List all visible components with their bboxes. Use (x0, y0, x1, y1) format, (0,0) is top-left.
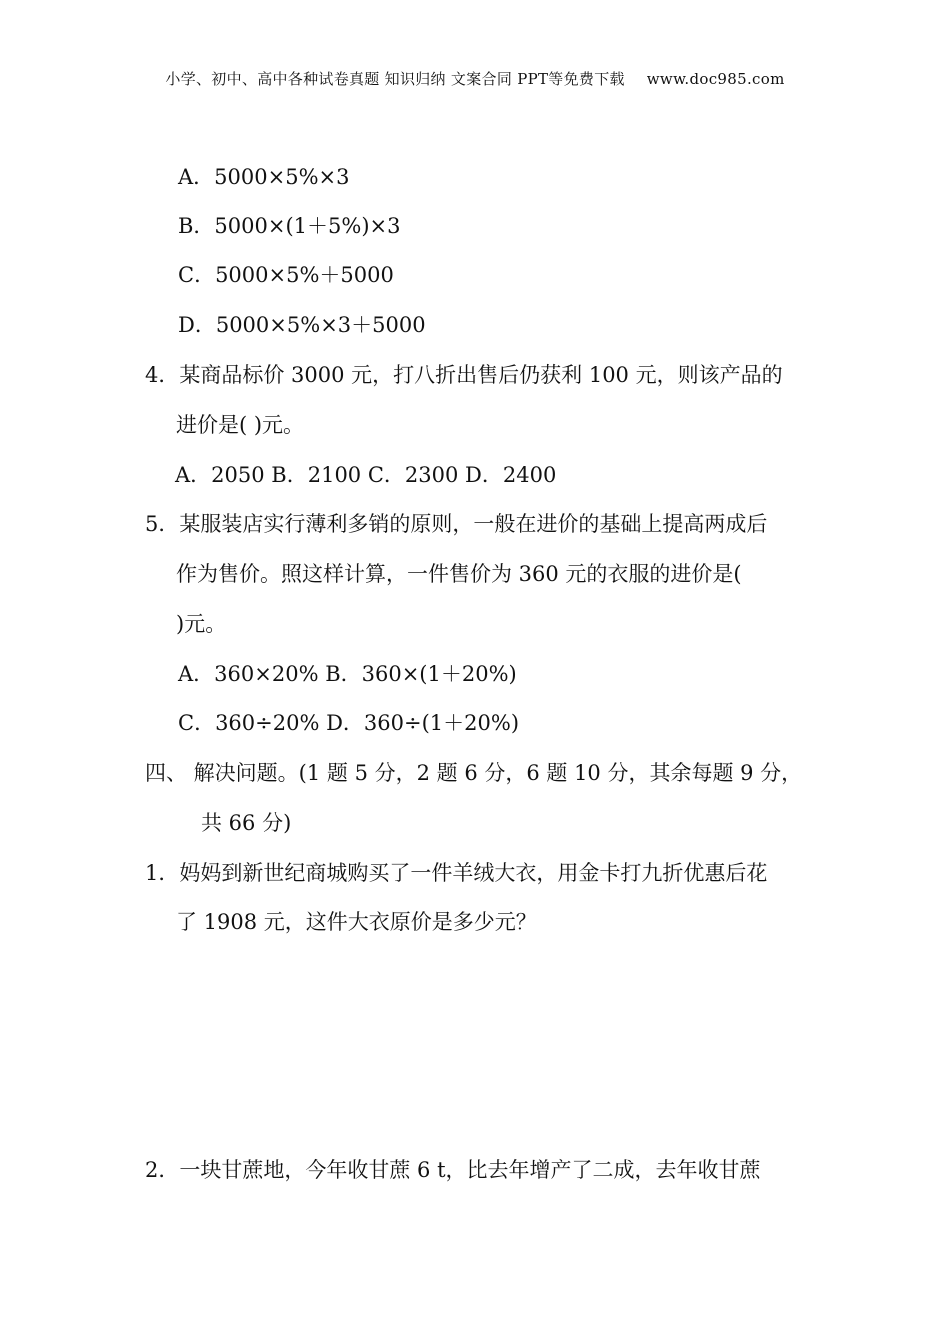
q5-stem-line1: 5．某服装店实行薄利多销的原则，一般在进价的基础上提高两成后 (145, 512, 768, 536)
q4-options: A．2050 B．2100 C．2300 D．2400 (175, 463, 557, 487)
q5-stem-line2: 作为售价。照这样计算，一件售价为 360 元的衣服的进价是( (176, 562, 742, 586)
q3-option-b: B．5000×(1＋5%)×3 (178, 214, 401, 238)
page-header (0, 68, 950, 89)
q5-options-row1: A．360×20% B．360×(1＋20%) (178, 662, 517, 686)
q5-options-row2: C．360÷20% D．360÷(1＋20%) (178, 711, 520, 735)
q3-option-c: C．5000×5%＋5000 (178, 263, 394, 287)
problem2-line1: 2．一块甘蔗地，今年收甘蔗 6 t，比去年增产了二成，去年收甘蔗 (145, 1158, 761, 1182)
problem1-line2: 了 1908 元，这件大衣原价是多少元？ (176, 910, 537, 934)
q4-stem-line2: 进价是( )元。 (176, 413, 305, 437)
q4-stem-line1: 4．某商品标价 3000 元，打八折出售后仍获利 100 元，则该产品的 (145, 363, 783, 387)
q3-option-a: A．5000×5%×3 (178, 165, 350, 189)
section4-heading: 四、 解决问题。(1 题 5 分，2 题 6 分，6 题 10 分，其余每题 9 分， (145, 761, 803, 785)
header-promo-text: 小学、初中、高中各种试卷真题 知识归纳 文案合同 PPT等免费下载 (165, 70, 625, 88)
header-website: www.doc985.com (646, 70, 785, 88)
q5-stem-line3: )元。 (176, 612, 227, 636)
section4-heading-line2: 共 66 分) (201, 811, 292, 835)
problem1-line1: 1．妈妈到新世纪商城购买了一件羊绒大衣，用金卡打九折优惠后花 (145, 861, 768, 885)
q3-option-d: D．5000×5%×3＋5000 (178, 313, 426, 337)
